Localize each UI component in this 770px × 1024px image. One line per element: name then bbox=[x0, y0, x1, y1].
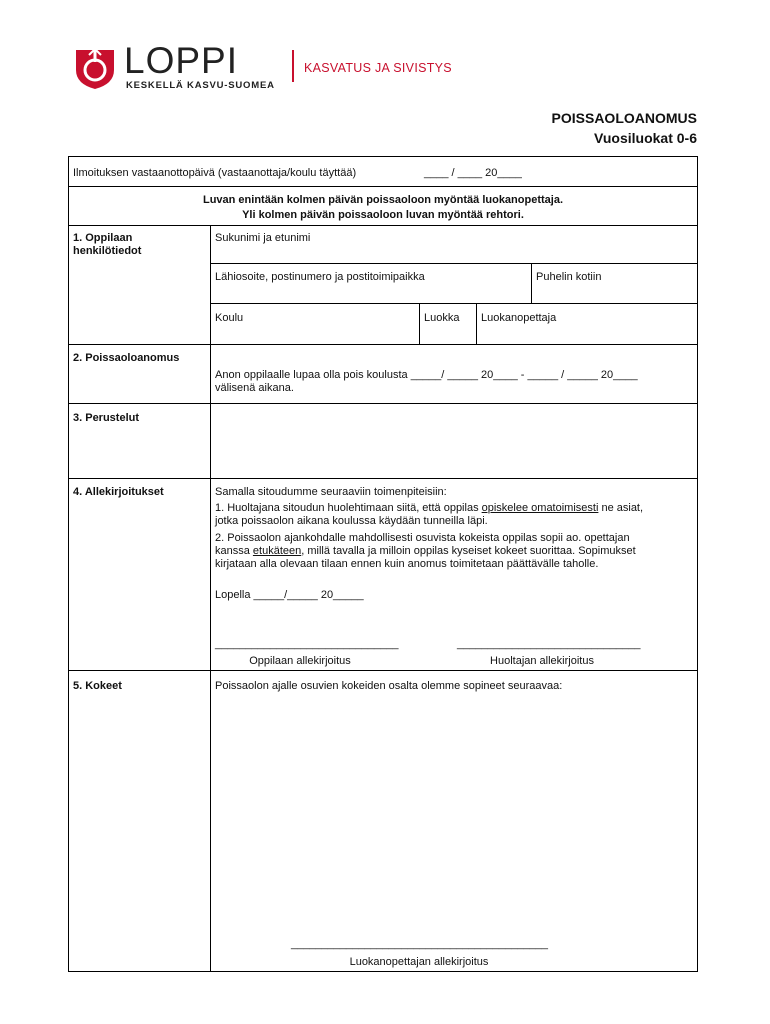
department-divider bbox=[292, 50, 294, 82]
guardian-signature-label: Huoltajan allekirjoitus bbox=[490, 655, 594, 667]
divider bbox=[69, 403, 697, 404]
department-name: KASVATUS JA SIVISTYS bbox=[304, 61, 452, 75]
received-date-field[interactable]: ____ / ____ 20____ bbox=[424, 167, 522, 179]
divider bbox=[210, 303, 697, 304]
section-2-label: 2. Poissaoloanomus bbox=[73, 352, 180, 364]
document-title-block bbox=[552, 110, 697, 146]
commitment-2-line-c: kirjataan alla olevaan tilaan ennen kuin anomus toimitetaan päättävälle taholle. bbox=[215, 558, 599, 570]
divider bbox=[210, 263, 697, 264]
notice-line-2: Yli kolmen päivän poissaoloon luvan myöntää rehtori. bbox=[242, 209, 524, 221]
divider bbox=[531, 263, 532, 303]
divider bbox=[476, 303, 477, 344]
teacher-field-label[interactable]: Luokanopettaja bbox=[481, 312, 557, 324]
place-date-field[interactable]: Lopella _____/_____ 20_____ bbox=[215, 589, 364, 601]
section-1-label-b: henkilötiedot bbox=[73, 245, 142, 257]
commitment-2-line-b: kanssa etukäteen, millä tavalla ja milloin oppilas kyseiset kokeet suorittaa. Sopimukset bbox=[215, 545, 636, 557]
received-date-label: Ilmoituksen vastaanottopäivä (vastaanottaja/koulu täyttää) bbox=[73, 167, 357, 179]
column-divider bbox=[210, 225, 211, 971]
teacher-signature-label: Luokanopettajan allekirjoitus bbox=[349, 956, 489, 968]
absence-request-line-2: välisenä aikana. bbox=[215, 382, 294, 394]
phone-field-label[interactable]: Puhelin kotiin bbox=[536, 271, 602, 283]
absence-request-line-1[interactable]: Anon oppilaalle lupaa olla pois koulusta _____/ _____ 20____ - _____ / _____ 20____ bbox=[215, 369, 638, 381]
class-field-label[interactable]: Luokka bbox=[424, 312, 460, 324]
commitment-2-line-a: 2. Poissaolon ajankohdalle mahdollisesti osuvista kokeista oppilas sopii ao. opettajan bbox=[215, 532, 630, 544]
commitment-1-line-a: 1. Huoltajana sitoudun huolehtimaan siitä, että oppilas opiskelee omatoimisesti ne asiat, bbox=[215, 502, 644, 514]
divider bbox=[69, 670, 697, 671]
commitment-intro: Samalla sitoudumme seuraaviin toimenpiteisiin: bbox=[215, 486, 447, 498]
document-subtitle: Vuosiluokat 0-6 bbox=[594, 130, 697, 146]
divider bbox=[69, 186, 697, 187]
commitment-1-line-b: jotka poissaolon aikana koulussa käydään tunneilla läpi. bbox=[215, 515, 488, 527]
absence-form bbox=[68, 156, 698, 972]
teacher-signature-line[interactable]: __________________________________________ bbox=[291, 938, 548, 950]
divider bbox=[69, 225, 697, 226]
document-title: POISSAOLOANOMUS bbox=[551, 110, 697, 126]
divider bbox=[419, 303, 420, 344]
name-field-label[interactable]: Sukunimi ja etunimi bbox=[215, 232, 311, 244]
notice-line-1: Luvan enintään kolmen päivän poissaoloon myöntää luokanopettaja. bbox=[202, 194, 563, 206]
pupil-signature-line[interactable]: ______________________________ bbox=[215, 638, 399, 650]
address-field-label[interactable]: Lähiosoite, postinumero ja postitoimipaikka bbox=[215, 271, 425, 283]
loppi-emblem-icon bbox=[72, 46, 118, 90]
exams-intro: Poissaolon ajalle osuvien kokeiden osalta olemme sopineet seuraavaa: bbox=[215, 680, 563, 692]
section-1-label-a: 1. Oppilaan bbox=[73, 232, 133, 244]
school-field-label[interactable]: Koulu bbox=[215, 312, 244, 324]
pupil-signature-label: Oppilaan allekirjoitus bbox=[249, 655, 351, 667]
divider bbox=[69, 478, 697, 479]
section-3-label: 3. Perustelut bbox=[73, 412, 140, 424]
section-4-label: 4. Allekirjoitukset bbox=[73, 486, 164, 498]
divider bbox=[69, 344, 697, 345]
brand-tagline: KESKELLÄ KASVU-SUOMEA bbox=[126, 80, 275, 91]
loppi-logo bbox=[72, 40, 275, 94]
guardian-signature-line[interactable]: ______________________________ bbox=[457, 638, 641, 650]
section-5-label: 5. Kokeet bbox=[73, 680, 122, 692]
brand-name: LOPPI bbox=[124, 40, 238, 81]
